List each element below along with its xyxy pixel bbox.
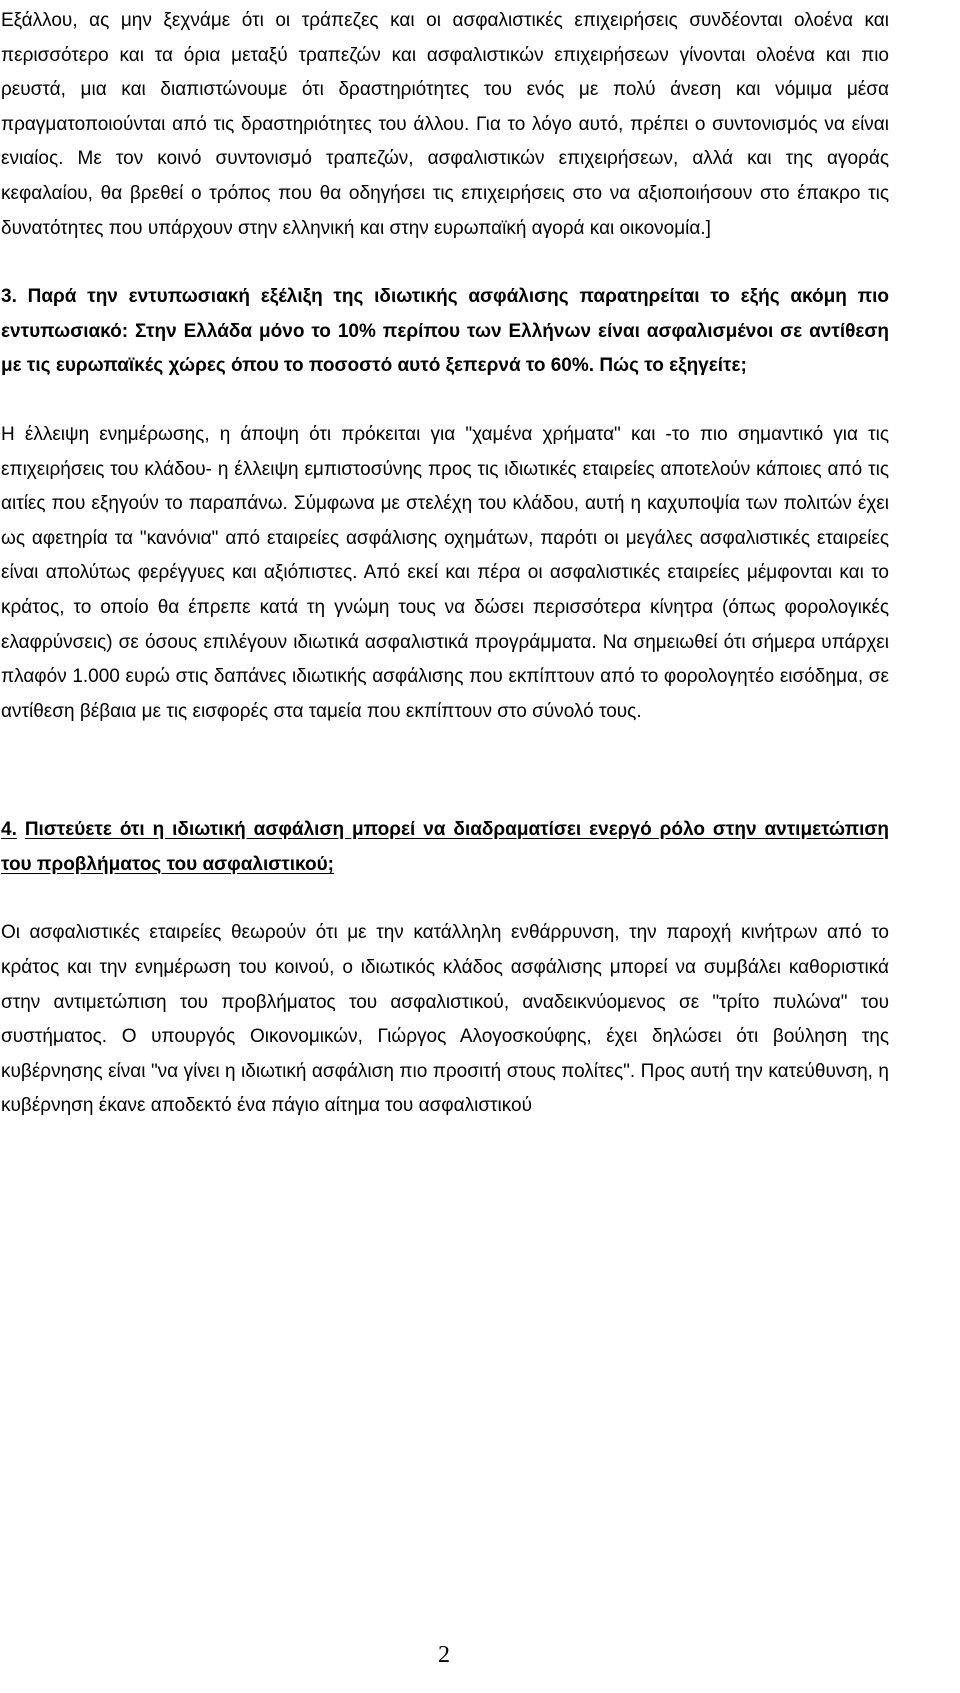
question-4-number: 4. bbox=[1, 819, 17, 841]
intro-paragraph: Εξάλλου, ας μην ξεχνάμε ότι οι τράπεζες και οι ασφαλιστικές επιχειρήσεις συνδέονται ολοένα και περισσότερο και τα όρια μεταξύ τραπεζών και ασφαλιστικών επιχειρήσεων γίνονται ολοένα και πιο ρευστά, μια και διαπιστώνουμε ότι δραστηριότητες του ενός με πολύ άνεση και νόμιμα μέσα πραγματοποιούνται από τις δραστηριότητες του άλλου. Για το λόγο αυτό, πρέπει ο συντονισμός να είναι ενιαίος. Με τον κοινό συντονισμό τραπεζών, ασφαλιστικών επιχειρήσεων, αλλά και της αγοράς κεφαλαίου, θα βρεθεί ο τρόπος που θα οδηγήσει τις επιχειρήσεις στο να αξιοποιήσουν στο έπακρο τις δυνατότητες που υπάρχουν στην ελληνική και στην ευρωπαϊκή αγορά και οικονομία.] bbox=[1, 10, 889, 239]
page-number: 2 bbox=[438, 1642, 450, 1668]
question-3-number: 3. bbox=[1, 286, 17, 308]
question-3 bbox=[1, 280, 889, 384]
answer-4-paragraph: Οι ασφαλιστικές εταιρείες θεωρούν ότι με την κατάλληλη ενθάρρυνση, την παροχή κινήτρων από το κράτος και την ενημέρωση του κοινού, ο ιδιωτικός κλάδος ασφάλισης μπορεί να συμβάλει καθοριστικά στην αντιμετώπιση του προβλήματος του ασφαλιστικού, αναδεικνύομενος σε "τρίτο πυλώνα" του συστήματος. Ο υπουργός Οικονομικών, Γιώργος Αλογοσκούφης, έχει δηλώσει ότι βούληση της κυβέρνησης είναι "να γίνει η ιδιωτική ασφάλιση πιο προσιτή στους πολίτες". Προς αυτή την κατεύθυνση, η κυβέρνηση έκανε αποδεκτό ένα πάγιο αίτημα του ασφαλιστικού bbox=[1, 922, 889, 1117]
question-3-text: Παρά την εντυπωσιακή εξέλιξη της ιδιωτικής ασφάλισης παρατηρείται το εξής ακόμη πιο εντυπωσιακό: Στην Ελλάδα μόνο το 10% περίπου των Ελλήνων είναι ασφαλισμένοι σε αντίθεση με τις ευρωπαϊκές χώρες όπου το ποσοστό αυτό ξεπερνά το 60%. Πώς το εξηγείτε; bbox=[1, 286, 890, 377]
question-4-text: Πιστεύετε ότι η ιδιωτική ασφάλιση μπορεί να διαδραματίσει ενεργό ρόλο στην αντιμετώπιση του προβλήματος του ασφαλιστικού; bbox=[1, 819, 890, 875]
document-body bbox=[1, 4, 889, 1124]
answer-3-paragraph: Η έλλειψη ενημέρωσης, η άποψη ότι πρόκειται για "χαμένα χρήματα" και -το πιο σημαντικό για τις επιχειρήσεις του κλάδου- η έλλειψη εμπιστοσύνης προς τις ιδιωτικές εταιρείες αποτελούν κάποιες από τις αιτίες που εξηγούν το παραπάνω. Σύμφωνα με στελέχη του κλάδου, αυτή η καχυποψία των πολιτών έχει ως αφετηρία τα "κανόνια" από εταιρείες ασφάλισης οχημάτων, παρότι οι μεγάλες ασφαλιστικές εταιρείες είναι απολύτως φερέγγυες και αξιόπιστες. Από εκεί και πέρα οι ασφαλιστικές εταιρείες μέμφονται και το κράτος, το οποίο θα έπρεπε κατά τη γνώμη τους να δώσει περισσότερα κίνητρα (όπως φορολογικές ελαφρύνσεις) σε όσους επιλέγουν ιδιωτικά ασφαλιστικά προγράμματα. Να σημειωθεί ότι σήμερα υπάρχει πλαφόν 1.000 ευρώ στις δαπάνες ιδιωτικής ασφάλισης που εκπίπτουν από το φορολογητέο εισόδημα, σε αντίθεση βέβαια με τις εισφορές στα ταμεία που εκπίπτουν στο σύνολό τους. bbox=[1, 423, 889, 722]
question-4 bbox=[1, 813, 889, 882]
